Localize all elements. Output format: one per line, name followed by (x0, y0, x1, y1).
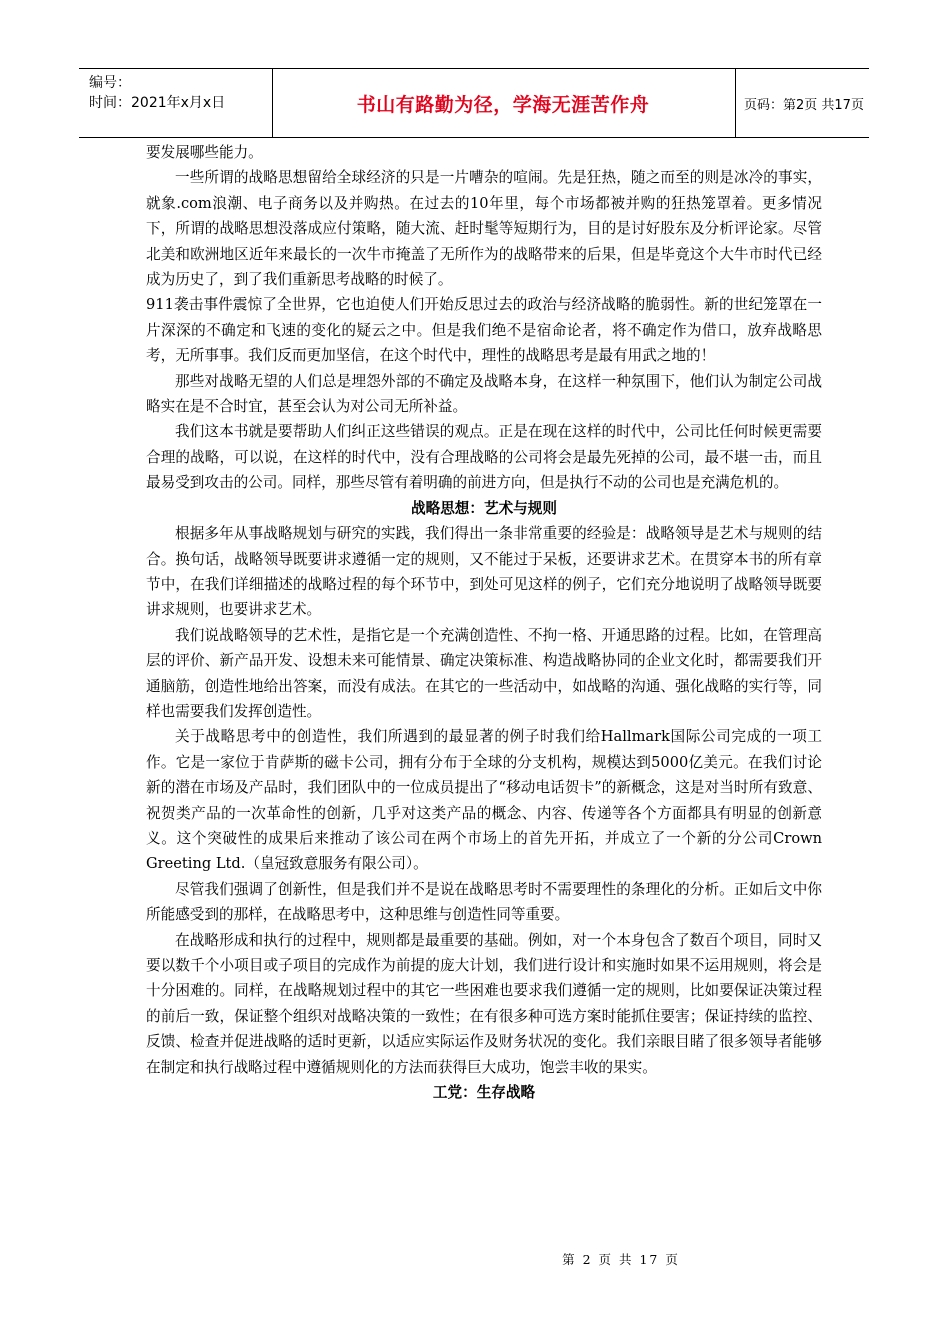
header-divider (735, 69, 736, 137)
page-header (79, 68, 869, 138)
paragraph: 那些对战略无望的人们总是埋怨外部的不确定及战略本身，在这样一种氛围下，他们认为制定公司战略实在是不合时宜，甚至会认为对公司无所补益。 (146, 372, 822, 416)
paragraph: 在战略形成和执行的过程中，规则都是最重要的基础。例如，对一个本身包含了数百个项目，同时又要以数千个小项目或子项目的完成作为前提的庞大计划，我们进行设计和实施时如果不运用规则，将会是十分困难的。同样，在战略规划过程中的其它一些困难也要求我们遵循一定的规则，比如要保证决策过程的前后一致，保证整个组织对战略决策的一致性；在有很多种可选方案时能抓住要害；保证持续的监控、反馈、检查并促进战略的适时更新，以适应实际运作及财务状况的变化。我们亲眼目睹了很多领导者能够在制定和执行战略过程中遵循规则化的方法而获得巨大成功，饱尝丰收的果实。 (146, 931, 822, 1076)
section-heading: 战略思想：艺术与规则 (411, 499, 557, 517)
paragraph: 尽管我们强调了创新性，但是我们并不是说在战略思考时不需要理性的条理化的分析。正如后文中你所能感受到的那样，在战略思考中，这种思维与创造性同等重要。 (146, 880, 822, 924)
paragraph: 911袭击事件震惊了全世界，它也迫使人们开始反思过去的政治与经济战略的脆弱性。新的世纪笼罩在一片深深的不确定和飞速的变化的疑云之中。但是我们绝不是宿命论者，将不确定作为借口，放弃战略思考，无所事事。我们反而更加坚信，在这个时代中，理性的战略思考是最有用武之地的！ (146, 296, 822, 365)
header-motto: 书山有路勤为径，学海无涯苦作舟 (356, 93, 650, 116)
paragraph: 关于战略思考中的创造性，我们所遇到的最显著的例子时我们给Hallmark国际公司完成的一项工作。它是一家位于肯萨斯的磁卡公司，拥有分布于全球的分支机构，规模达到5000亿美元。在我们讨论新的潜在市场及产品时，我们团队中的一位成员提出了“移动电话贺卡”的新概念，这是对当时所有致意、祝贺类产品的一次革命性的创新，几乎对这类产品的概念、内容、传递等各个方面都具有明显的创新意义。这个突破性的成果后来推动了该公司在两个市场上的首先开拓，并成立了一个新的分公司Crown Greeting Ltd.（皇冠致意服务有限公司）。 (146, 728, 822, 873)
paragraph: 我们这本书就是要帮助人们纠正这些错误的观点。正是在现在这样的时代中，公司比任何时候更需要合理的战略，可以说，在这样的时代中，没有合理战略的公司将会是最先死掉的公司，最不堪一击，而且最易受到攻击的公司。同样，那些尽管有着明确的前进方向，但是执行不动的公司也是充满危机的。 (146, 423, 822, 492)
paragraph: 一些所谓的战略思想留给全球经济的只是一片嘈杂的喧闹。先是狂热，随之而至的则是冰冷的事实，就象.com浪潮、电子商务以及并购热。在过去的10年里，每个市场都被并购的狂热笼罩着。更多情况下，所谓的战略思想没落成应付策略，随大流、赶时髦等短期行为，目的是讨好股东及分析评论家。尽管北美和欧洲地区近年来最长的一次牛市掩盖了无所作为的战略带来的后果，但是毕竟这个大牛市时代已经成为历史了，到了我们重新思考战略的时候了。 (146, 169, 822, 289)
doc-date-label: 时间：2021年x月x日 (89, 95, 226, 111)
document-body (146, 140, 822, 1105)
doc-code-label: 编号： (89, 75, 131, 91)
paragraph: 我们说战略领导的艺术性，是指它是一个充满创造性、不拘一格、开通思路的过程。比如，在管理高层的评价、新产品开发、设想未来可能情景、确定决策标准、构造战略协同的企业文化时，都需要我们开通脑筋，创造性地给出答案，而没有成法。在其它的一些活动中，如战略的沟通、强化战略的实行等，同样也需要我们发挥创造性。 (146, 626, 822, 720)
header-meta (89, 73, 225, 113)
section-heading: 工党：生存战略 (432, 1084, 536, 1102)
page-footer: 第 2 页 共 17 页 (562, 1252, 680, 1267)
header-page-info: 页码：第2页 共17页 (744, 97, 864, 113)
paragraph: 要发展哪些能力。 (146, 144, 263, 161)
paragraph: 根据多年从事战略规划与研究的实践，我们得出一条非常重要的经验是：战略领导是艺术与规则的结合。换句话，战略领导既要讲求遵循一定的规则，又不能过于呆板，还要讲求艺术。在贯穿本书的所有章节中，在我们详细描述的战略过程的每个环节中，到处可见这样的例子，它们充分地说明了战略领导既要讲求规则，也要讲求艺术。 (146, 525, 822, 619)
